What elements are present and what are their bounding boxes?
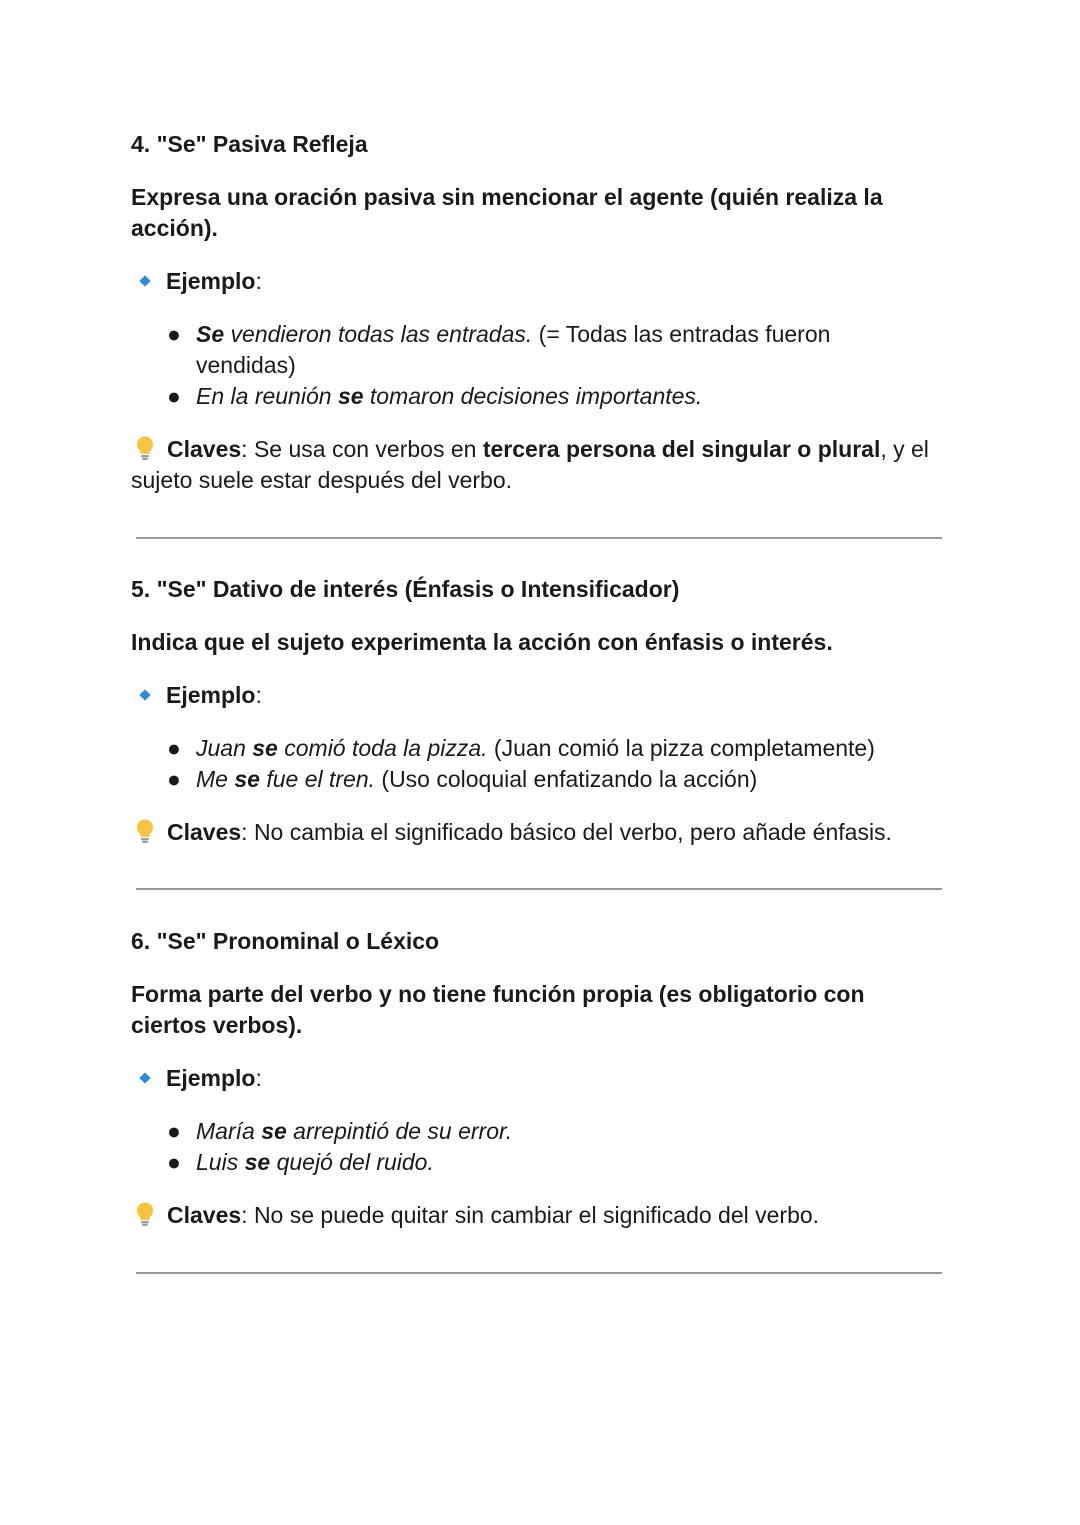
example-list (131, 1116, 951, 1178)
claves-note: Claves: No se puede quitar sin cambiar el significado del verbo. (131, 1200, 951, 1231)
list-item: ● Me se fue el tren. (Uso coloquial enfatizando la acción) (131, 764, 951, 795)
small-blue-diamond-icon (139, 1072, 150, 1083)
section-divider (136, 888, 942, 890)
ejemplo-label-row: Ejemplo: (131, 1063, 951, 1094)
bullet-icon: ● (167, 1149, 181, 1175)
section-description: Forma parte del verbo y no tiene función propia (es obligatorio con ciertos verbos). (131, 981, 865, 1038)
example-list (131, 733, 951, 795)
example-list (131, 319, 951, 412)
section-description: Expresa una oración pasiva sin mencionar el agente (quién realiza la acción). (131, 184, 883, 241)
bullet-icon: ● (167, 383, 181, 409)
section-heading: 5. "Se" Dativo de interés (Énfasis o Intensificador) (131, 576, 680, 602)
section-divider (136, 537, 942, 539)
list-item: ● En la reunión se tomaron decisiones importantes. (131, 381, 951, 412)
small-blue-diamond-icon (139, 689, 150, 700)
bullet-icon: ● (167, 735, 181, 761)
claves-note: Claves: Se usa con verbos en tercera persona del singular o plural, y el sujeto suele estar después del verbo. (131, 436, 929, 493)
section-divider (136, 1272, 942, 1274)
section-description: Indica que el sujeto experimenta la acción con énfasis o interés. (131, 629, 833, 655)
section-dativo-de-interes (131, 574, 951, 848)
claves-note: Claves: No cambia el significado básico del verbo, pero añade énfasis. (131, 817, 951, 848)
section-heading: 6. "Se" Pronominal o Léxico (131, 928, 440, 954)
list-item: ● María se arrepintió de su error. (131, 1116, 951, 1147)
small-blue-diamond-icon (139, 275, 150, 286)
bullet-icon: ● (167, 321, 181, 347)
light-bulb-icon (131, 1200, 159, 1228)
light-bulb-icon (131, 434, 159, 462)
ejemplo-label-row: Ejemplo: (131, 266, 951, 297)
bullet-icon: ● (167, 766, 181, 792)
section-pasiva-refleja (131, 129, 951, 496)
light-bulb-icon (131, 817, 159, 845)
bullet-icon: ● (167, 1118, 181, 1144)
list-item: ● Juan se comió toda la pizza. (Juan comió la pizza completamente) (131, 733, 951, 764)
list-item: ● Luis se quejó del ruido. (131, 1147, 951, 1178)
ejemplo-label-row: Ejemplo: (131, 680, 951, 711)
section-pronominal-lexico (131, 926, 951, 1231)
section-heading: 4. "Se" Pasiva Refleja (131, 131, 368, 157)
list-item: ● Se vendieron todas las entradas. (= Todas las entradas fueron vendidas) (167, 321, 831, 378)
